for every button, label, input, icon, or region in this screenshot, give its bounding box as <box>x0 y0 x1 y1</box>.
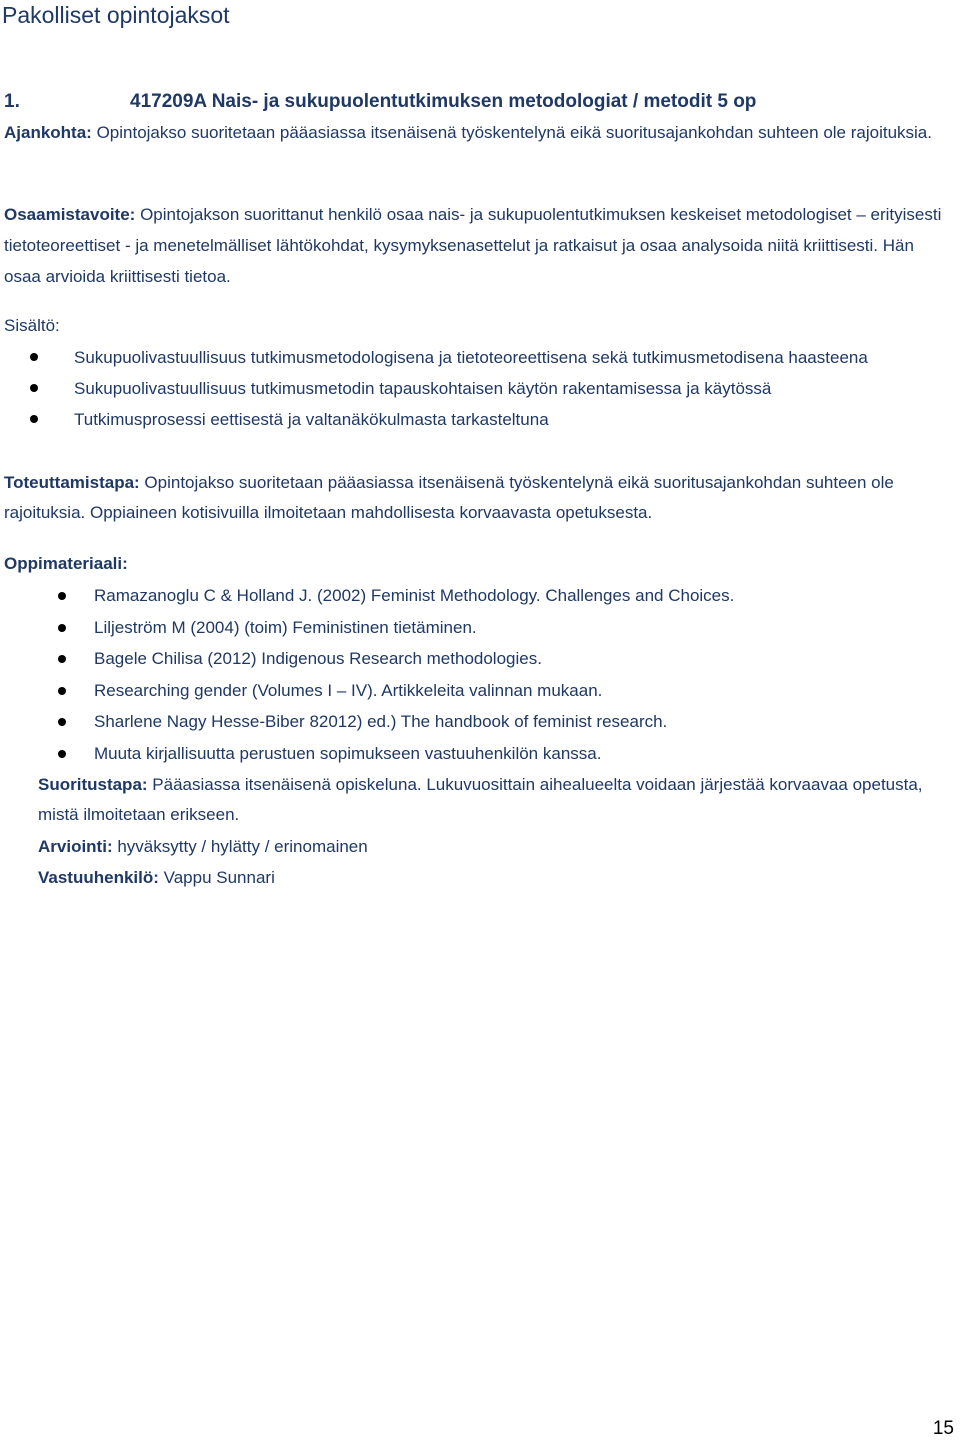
list-item: Liljeström M (2004) (toim) Feministinen tietäminen. <box>94 612 944 644</box>
bullet-icon <box>58 718 66 726</box>
list-item: Tutkimusprosessi eettisestä ja valtanäkökulmasta tarkasteltuna <box>74 404 944 435</box>
sisalto-label: Sisältö: <box>4 316 60 335</box>
bullet-icon <box>58 655 66 663</box>
list-item: Sharlene Nagy Hesse-Biber 82012) ed.) The handbook of feminist research. <box>94 706 944 738</box>
arviointi-label: Arviointi: <box>38 837 113 856</box>
arviointi-text: hyväksytty / hylätty / erinomainen <box>112 837 368 856</box>
oppimateriaali-heading <box>4 549 954 579</box>
bullet-icon <box>30 415 38 423</box>
oppimateriaali-label: Oppimateriaali: <box>4 554 128 573</box>
vastuuhenkilo-text: Vappu Sunnari <box>158 868 275 887</box>
course-title <box>4 89 954 115</box>
suoritustapa-paragraph <box>38 770 938 830</box>
list-item: Ramazanoglu C & Holland J. (2002) Feminist Methodology. Challenges and Choices. <box>94 580 944 612</box>
list-item: Bagele Chilisa (2012) Indigenous Research methodologies. <box>94 643 944 675</box>
bullet-icon <box>58 624 66 632</box>
oppimateriaali-list <box>94 580 944 769</box>
ajankohta-text: Opintojakso suoritetaan pääasiassa itsenäisenä työskentelynä eikä suoritusajankohdan suhteen ole rajoituksia. <box>91 123 932 142</box>
list-item: Muuta kirjallisuutta perustuen sopimukseen vastuuhenkilön kanssa. <box>94 738 944 770</box>
course-name: 417209A Nais- ja sukupuolentutkimuksen metodologiat / metodit 5 op <box>130 91 757 112</box>
bullet-icon <box>30 353 38 361</box>
ajankohta-paragraph <box>4 117 954 148</box>
bullet-icon <box>58 750 66 758</box>
osaamistavoite-label: Osaamistavoite: <box>4 205 136 224</box>
suoritustapa-label: Suoritustapa: <box>38 775 148 794</box>
page-title: Pakolliset opintojaksot <box>2 2 230 28</box>
list-item: Sukupuolivastuullisuus tutkimusmetodologisena ja tietoteoreettisena sekä tutkimusmetodisena haasteena <box>74 342 944 373</box>
bullet-icon <box>30 384 38 392</box>
toteuttamistapa-label: Toteuttamistapa: <box>4 473 140 492</box>
toteuttamistapa-paragraph <box>4 468 954 528</box>
vastuuhenkilo-paragraph <box>38 863 938 893</box>
vastuuhenkilo-label: Vastuuhenkilö: <box>38 868 159 887</box>
osaamistavoite-paragraph <box>4 199 954 292</box>
list-item: Sukupuolivastuullisuus tutkimusmetodin tapauskohtaisen käytön rakentamisessa ja käytössä <box>74 373 944 404</box>
list-item: Researching gender (Volumes I – IV). Artikkeleita valinnan mukaan. <box>94 675 944 707</box>
sisalto-list <box>74 342 944 435</box>
sisalto-heading <box>4 311 954 341</box>
suoritustapa-text: Pääasiassa itsenäisenä opiskeluna. Lukuvuosittain aihealueelta voidaan järjestää korvaavaa opetusta, mistä ilmoitetaan erikseen. <box>38 775 923 824</box>
bullet-icon <box>58 592 66 600</box>
osaamistavoite-text: Opintojakson suorittanut henkilö osaa nais- ja sukupuolentutkimuksen keskeiset metodologiset – erityisesti tietoteoreettiset - ja menetelmälliset lähtökohdat, kysymyksenasettelut ja ratkaisut ja osaa analysoida niitä kriittisesti. Hän osaa arvioida kriittisesti tietoa. <box>4 205 942 286</box>
bullet-icon <box>58 687 66 695</box>
arviointi-paragraph <box>38 832 938 862</box>
page-number: 15 <box>932 1418 954 1439</box>
course-number: 1. <box>4 91 20 112</box>
ajankohta-label: Ajankohta: <box>4 123 92 142</box>
toteuttamistapa-text: Opintojakso suoritetaan pääasiassa itsenäisenä työskentelynä eikä suoritusajankohdan suhteen ole rajoituksia. Oppiaineen kotisivuilla ilmoitetaan mahdollisesta korvaavasta opetuksesta. <box>4 473 894 522</box>
